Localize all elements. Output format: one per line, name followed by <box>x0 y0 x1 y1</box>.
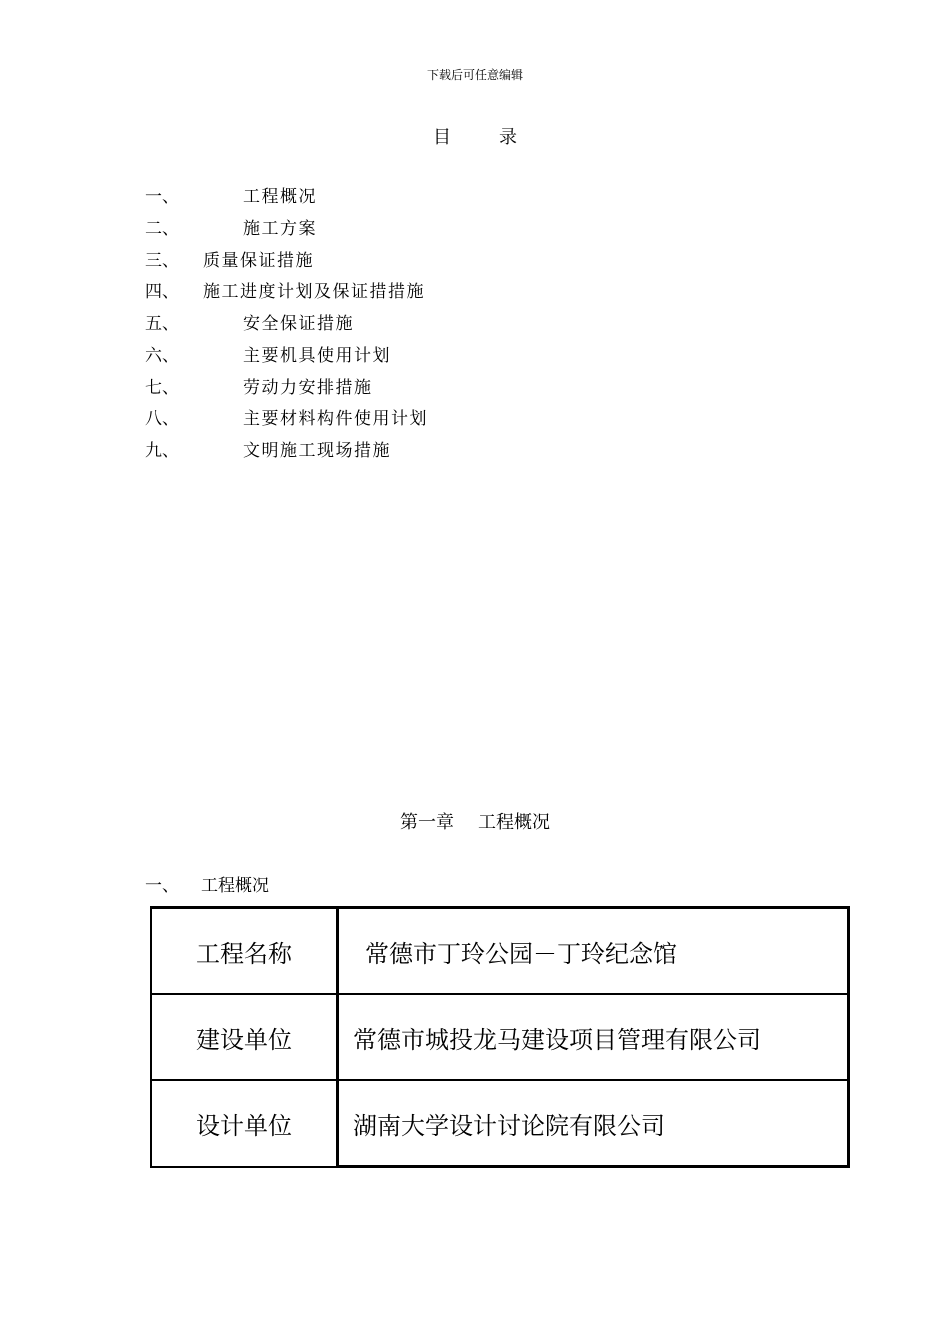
toc-item-number: 七、 <box>145 377 179 398</box>
page-header-note: 下载后可任意编辑 <box>426 68 523 82</box>
table-label-cell: 设计单位 <box>151 1080 338 1167</box>
table-label-cell: 建设单位 <box>151 994 338 1080</box>
toc-item-text: 工程概况 <box>243 187 317 207</box>
toc-item-number: 九、 <box>145 441 179 461</box>
toc-title <box>0 123 950 149</box>
toc-item-text: 文明施工现场措施 <box>243 441 391 461</box>
toc-item-number: 三、 <box>145 250 179 271</box>
section-heading <box>145 871 269 896</box>
project-info-table <box>150 906 850 1168</box>
table-row <box>151 994 849 1080</box>
table-row <box>151 908 849 995</box>
toc-item-number: 六、 <box>145 345 179 366</box>
toc-item-text: 施工方案 <box>243 218 317 239</box>
chapter-number: 第一章 <box>400 812 454 833</box>
toc-item-number: 一、 <box>145 187 179 207</box>
section-title: 工程概况 <box>201 876 269 896</box>
toc-item-text: 质量保证措施 <box>203 250 314 271</box>
toc-item-text: 主要机具使用计划 <box>243 345 391 366</box>
toc-item-number: 八、 <box>145 409 179 430</box>
chapter-title <box>0 808 950 834</box>
table-value-cell: 湖南大学设计讨论院有限公司 <box>338 1080 849 1167</box>
toc-item-text: 施工进度计划及保证措措施 <box>203 282 425 303</box>
section-number: 一、 <box>145 876 179 896</box>
toc-item-number: 五、 <box>145 314 179 334</box>
table-label-cell: 工程名称 <box>151 908 338 995</box>
chapter-name: 工程概况 <box>478 812 550 833</box>
toc-item-text: 安全保证措施 <box>243 314 354 334</box>
table-value-cell: 常德市城投龙马建设项目管理有限公司 <box>338 994 849 1080</box>
table-value-cell: 常德市丁玲公园－丁玲纪念馆 <box>338 908 849 995</box>
toc-title-part2: 录 <box>499 127 517 148</box>
toc-item-number: 二、 <box>145 218 179 239</box>
toc-item-text: 劳动力安排措施 <box>243 377 373 398</box>
toc-item-number: 四、 <box>145 282 179 303</box>
toc-title-part1: 目 <box>433 127 451 148</box>
table-row <box>151 1080 849 1167</box>
toc-item-text: 主要材料构件使用计划 <box>243 409 428 430</box>
